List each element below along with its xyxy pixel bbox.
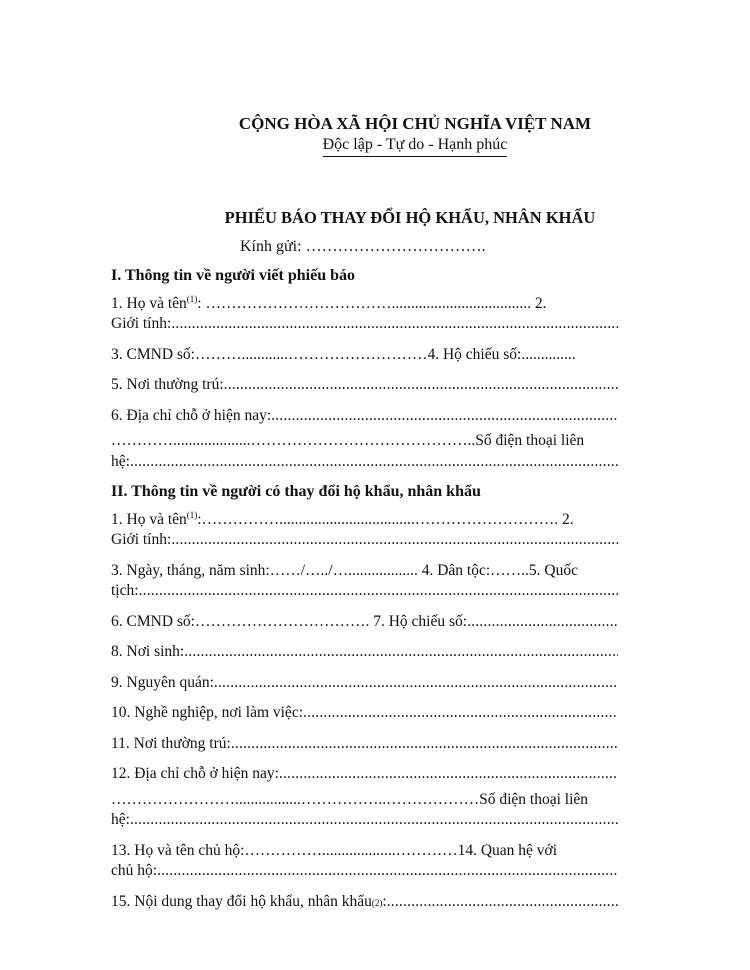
fill-line	[271, 406, 618, 427]
field-reporter-name-gender[interactable]	[111, 294, 618, 335]
form-body	[111, 266, 618, 922]
field-label: 3. CMND số:………............………………………4. Hộ chiếu số:..............	[111, 345, 576, 363]
field-label: Giới tính:	[111, 315, 172, 332]
field-subject-name-gender[interactable]	[111, 510, 618, 551]
field-label: 13. Họ và tên chủ hộ:……………...................…………14. Quan hệ với	[111, 841, 558, 859]
national-title: CỘNG HÒA XÃ HỘI CHỦ NGHĨA VIỆT NAM	[238, 114, 592, 133]
field-label: hệ:	[111, 811, 130, 828]
field-dots: …………………….................……………..………………	[111, 790, 480, 808]
field-reporter-permanent-residence[interactable]	[111, 375, 618, 396]
field-label: 1. Họ và tên	[111, 510, 187, 528]
fill-line	[157, 861, 618, 882]
field-label: 12. Địa chỉ chỗ ở hiện nay:	[111, 765, 279, 782]
fill-line	[224, 375, 618, 396]
field-dots: …………....................……………………………………..	[111, 432, 476, 449]
field-label: Số điện thoại liên	[479, 790, 589, 808]
field-subject-birth-ethnicity-nationality[interactable]	[111, 561, 618, 602]
field-label: 15. Nội dung thay đổi hộ khẩu, nhân khẩu	[111, 892, 372, 910]
addressee-line: Kính gửi: …………………………….	[240, 238, 486, 255]
section-heading-subject: II. Thông tin về người có thay đổi hộ khẩu, nhân khẩu	[111, 483, 481, 500]
fill-line	[279, 764, 618, 785]
field-label: 11. Nơi thường trú:	[111, 734, 231, 752]
field-label: Giới tính:	[111, 531, 172, 548]
field-reporter-current-address[interactable]	[111, 406, 618, 473]
field-label: 10. Nghề nghiệp, nơi làm việc:	[111, 704, 304, 721]
fill-line	[303, 703, 618, 724]
field-dots: :……………...................................………………………. 2.	[197, 510, 574, 528]
fill-line	[171, 314, 618, 335]
field-subject-birthplace[interactable]	[111, 642, 618, 663]
field-label: Số điện thoại liên	[475, 432, 585, 449]
fill-line	[184, 642, 618, 663]
field-change-content[interactable]: 15. Nội dung thay đổi hộ khẩu, nhân khẩu (2) : .....	[111, 892, 618, 913]
fill-line	[171, 530, 618, 551]
fill-line	[231, 734, 618, 755]
fill-line	[214, 673, 618, 694]
field-label: 8. Nơi sinh:	[111, 643, 185, 660]
field-label: 6. Địa chỉ chỗ ở hiện nay:	[111, 406, 272, 424]
field-label: 5. Nơi thường trú:	[111, 376, 224, 393]
field-label: hệ:	[111, 452, 130, 470]
field-subject-current-address[interactable]	[111, 764, 618, 831]
field-dots: : ……………………………….................................... 2.	[197, 294, 547, 312]
fill-line	[387, 892, 618, 913]
field-label: chủ hộ:	[111, 862, 158, 879]
field-label: 9. Nguyên quán:	[111, 673, 214, 691]
field-label: :	[382, 892, 387, 910]
section-heading-reporter: I. Thông tin về người viết phiếu báo	[111, 267, 355, 284]
field-subject-occupation[interactable]	[111, 703, 618, 724]
field-subject-origin[interactable]	[111, 673, 618, 694]
field-household-head[interactable]	[111, 841, 618, 882]
footnote-marker: (1)	[186, 509, 198, 520]
national-header	[215, 113, 615, 157]
fill-line	[467, 612, 618, 633]
fill-line	[130, 452, 618, 473]
field-label: 6. CMND số:……………………………. 7. Hộ chiếu số:	[111, 612, 468, 630]
field-reporter-id[interactable]	[111, 345, 618, 366]
national-motto: Độc lập - Tự do - Hạnh phúc	[323, 135, 508, 157]
field-subject-id[interactable]	[111, 612, 618, 633]
field-label: 3. Ngày, tháng, năm sinh:……/…../….................. 4. Dân tộc:……..5. Quốc	[111, 561, 578, 579]
field-subject-permanent-residence[interactable]	[111, 734, 618, 755]
footnote-marker: (1)	[186, 293, 198, 304]
fill-line	[139, 581, 618, 602]
field-label: tịch:	[111, 582, 139, 599]
fill-line	[130, 810, 618, 831]
field-label: 1. Họ và tên	[111, 294, 187, 312]
form-title: PHIẾU BÁO THAY ĐỔI HỘ KHẨU, NHÂN KHẨU	[224, 208, 596, 227]
